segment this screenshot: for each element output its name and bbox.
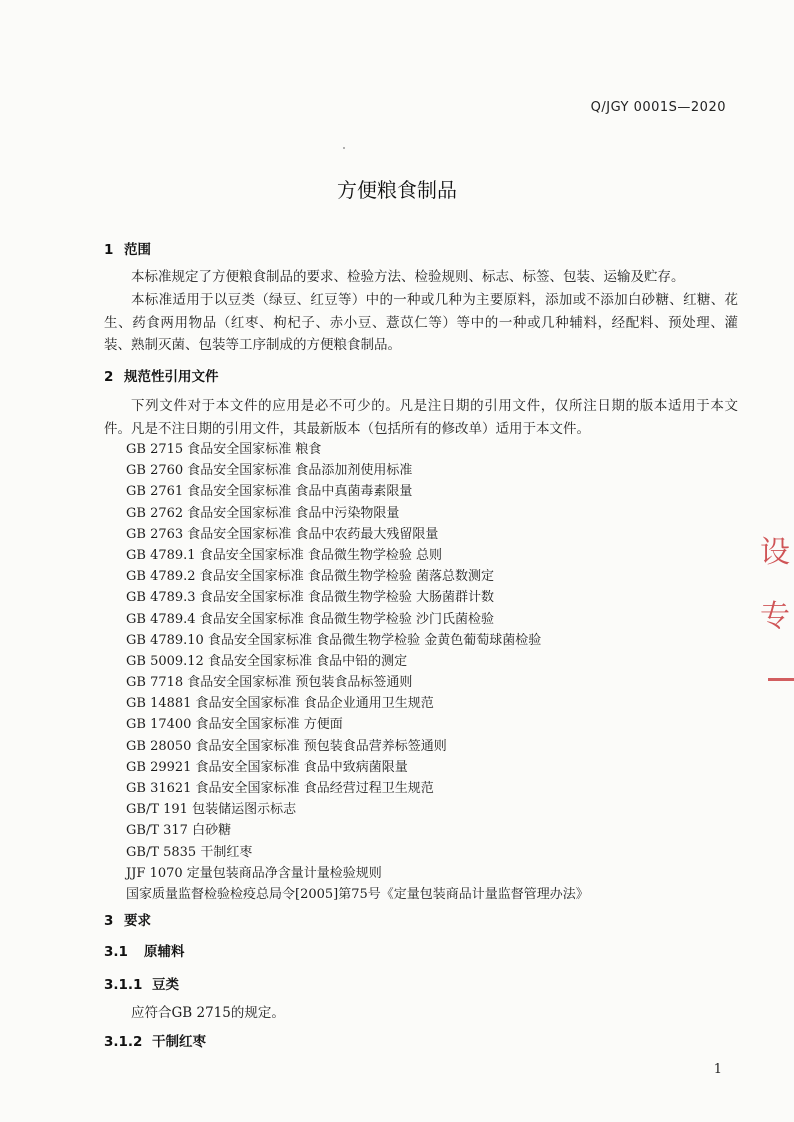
reference-item: GB 17400 食品安全国家标准 方便面 bbox=[126, 717, 343, 733]
reference-item: GB 14881 食品安全国家标准 食品企业通用卫生规范 bbox=[126, 696, 434, 712]
speck bbox=[343, 147, 345, 149]
section-3-1-1-heading bbox=[104, 973, 179, 993]
section-number: 2 bbox=[104, 369, 114, 385]
reference-item: GB 2715 食品安全国家标准 粮食 bbox=[126, 442, 322, 457]
section-number: 3.1 bbox=[104, 944, 128, 960]
reference-item: GB 2763 食品安全国家标准 食品中农药最大残留限量 bbox=[126, 526, 439, 542]
reference-item: GB/T 317 白砂糖 bbox=[126, 823, 232, 839]
section-number: 3.1.1 bbox=[104, 977, 143, 993]
references-intro: 下列文件对于本文件的应用是必不可少的。凡是注日期的引用文件，仅所注日期的版本适用于本文件。凡是不注日期的引用文件，其最新版本（包括所有的修改单）适用于本文件。 bbox=[104, 398, 738, 437]
section-title: 豆类 bbox=[152, 977, 179, 993]
reference-item: GB 2760 食品安全国家标准 食品添加剂使用标准 bbox=[126, 463, 413, 479]
section-title: 规范性引用文件 bbox=[124, 369, 219, 385]
section-3-1-2-heading bbox=[104, 1030, 206, 1050]
reference-item: GB 4789.10 食品安全国家标准 食品微生物学检验 金黄色葡萄球菌检验 bbox=[126, 632, 542, 648]
section-number: 3 bbox=[104, 913, 114, 929]
reference-item: GB 29921 食品安全国家标准 食品中致病菌限量 bbox=[126, 759, 408, 775]
section-3-1-heading bbox=[104, 940, 185, 960]
red-seal-stamp bbox=[760, 528, 794, 688]
seal-edge bbox=[768, 678, 794, 681]
reference-item: GB 4789.4 食品安全国家标准 食品微生物学检验 沙门氏菌检验 bbox=[126, 611, 494, 627]
document-title: 方便粮食制品 bbox=[337, 178, 457, 202]
reference-item: JJF 1070 定量包装商品净含量计量检验规则 bbox=[126, 865, 382, 881]
section-2-heading bbox=[104, 365, 219, 385]
reference-list bbox=[126, 439, 589, 905]
page-number: 1 bbox=[713, 1062, 722, 1077]
section-number: 1 bbox=[104, 242, 114, 258]
reference-item: GB 31621 食品安全国家标准 食品经营过程卫生规范 bbox=[126, 781, 434, 796]
scope-paragraph-2: 本标准适用于以豆类（绿豆、红豆等）中的一种或几种为主要原料，添加或不添加白砂糖、红糖、花生、药食两用物品（红枣、枸杞子、赤小豆、薏苡仁等）等中的一种或几种辅料，经配料、预处理、灌装、熟制灭菌、包装等工序制成的方便粮食制品。 bbox=[104, 292, 738, 353]
scope-paragraph-1: 本标准规定了方便粮食制品的要求、检验方法、检验规则、标志、标签、包装、运输及贮存。 bbox=[131, 269, 685, 285]
reference-item: GB 4789.3 食品安全国家标准 食品微生物学检验 大肠菌群计数 bbox=[126, 590, 494, 606]
standard-code: Q/JGY 0001S—2020 bbox=[590, 100, 726, 115]
reference-item: 国家质量监督检验检疫总局令[2005]第75号《定量包装商品计量监督管理办法》 bbox=[126, 886, 589, 902]
section-number: 3.1.2 bbox=[104, 1034, 143, 1050]
reference-item: GB 28050 食品安全国家标准 预包装食品营养标签通则 bbox=[126, 738, 447, 754]
reference-item: GB 7718 食品安全国家标准 预包装食品标签通则 bbox=[126, 675, 413, 691]
reference-item: GB 4789.1 食品安全国家标准 食品微生物学检验 总则 bbox=[126, 547, 442, 563]
reference-item: GB 5009.12 食品安全国家标准 食品中铅的测定 bbox=[126, 653, 408, 669]
section-1-heading bbox=[104, 238, 151, 258]
section-3-heading bbox=[104, 909, 151, 929]
reference-item: GB 4789.2 食品安全国家标准 食品微生物学检验 菌落总数测定 bbox=[126, 569, 494, 585]
seal-glyph: 专 bbox=[760, 599, 790, 634]
section-title: 要求 bbox=[124, 913, 151, 929]
section-3-1-1-text: 应符合GB 2715的规定。 bbox=[131, 1005, 285, 1021]
seal-glyph: 设 bbox=[760, 535, 790, 570]
section-title: 干制红枣 bbox=[152, 1034, 206, 1050]
reference-item: GB/T 191 包装储运图示标志 bbox=[126, 802, 297, 818]
reference-item: GB 2761 食品安全国家标准 食品中真菌毒素限量 bbox=[126, 484, 413, 500]
section-title: 原辅料 bbox=[144, 944, 185, 960]
reference-item: GB 2762 食品安全国家标准 食品中污染物限量 bbox=[126, 505, 400, 521]
reference-item: GB/T 5835 干制红枣 bbox=[126, 844, 253, 860]
section-title: 范围 bbox=[124, 242, 151, 258]
